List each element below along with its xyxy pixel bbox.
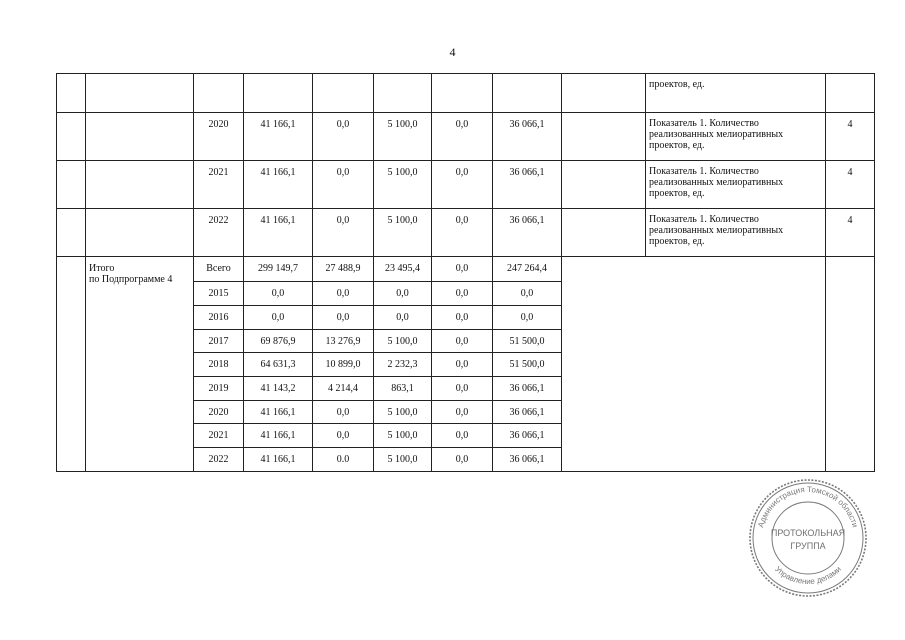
value-cell: 36 066,1 [493, 113, 562, 161]
value-cell: 36 066,1 [493, 377, 562, 401]
value-cell: 51 500,0 [493, 353, 562, 377]
value-cell: 41 143,2 [244, 377, 313, 401]
value-cell: 0,0 [374, 306, 432, 330]
value-cell: 5 100,0 [374, 448, 432, 472]
empty-cell [826, 257, 875, 472]
stamp-seal [748, 478, 868, 598]
value-cell: 5 100,0 [374, 330, 432, 353]
value-cell: 2 232,3 [374, 353, 432, 377]
empty-cell [432, 74, 493, 113]
year-cell: Всего [194, 257, 244, 282]
year-cell: 2020 [194, 401, 244, 424]
indicator-value-cell: 4 [826, 113, 875, 161]
empty-cell [562, 257, 826, 472]
value-cell: 0,0 [374, 282, 432, 306]
value-cell: 0,0 [313, 113, 374, 161]
stamp-center-line1: ПРОТОКОЛЬНАЯ [770, 528, 846, 538]
empty-cell [194, 74, 244, 113]
empty-cell [57, 161, 86, 209]
value-cell: 4 214,4 [313, 377, 374, 401]
year-cell: 2017 [194, 330, 244, 353]
stamp-ring-text-bottom: Управление делами [773, 564, 843, 587]
value-cell: 0,0 [244, 282, 313, 306]
empty-cell [493, 74, 562, 113]
table-row [57, 113, 875, 161]
value-cell: 0,0 [432, 209, 493, 257]
value-cell: 0,0 [432, 330, 493, 353]
year-cell: 2018 [194, 353, 244, 377]
value-cell: 0,0 [313, 401, 374, 424]
indicator-cell: Показатель 1. Количество реализованных мелиоративных проектов, ед. [646, 113, 826, 161]
page-number: 4 [449, 45, 456, 59]
value-cell: 27 488,9 [313, 257, 374, 282]
value-cell: 0,0 [432, 401, 493, 424]
table-row [57, 161, 875, 209]
subprogram-label: Итого по Подпрограмме 4 [86, 257, 194, 472]
value-cell: 36 066,1 [493, 161, 562, 209]
value-cell: 36 066,1 [493, 209, 562, 257]
value-cell: 0,0 [432, 113, 493, 161]
value-cell: 0,0 [313, 424, 374, 448]
empty-cell [57, 209, 86, 257]
year-cell: 2021 [194, 424, 244, 448]
value-cell: 5 100,0 [374, 424, 432, 448]
year-cell: 2016 [194, 306, 244, 330]
value-cell: 5 100,0 [374, 113, 432, 161]
empty-cell [562, 209, 646, 257]
value-cell: 36 066,1 [493, 448, 562, 472]
value-cell: 5 100,0 [374, 209, 432, 257]
value-cell: 0,0 [313, 282, 374, 306]
value-cell: 0,0 [244, 306, 313, 330]
value-cell: 51 500,0 [493, 330, 562, 353]
value-cell: 13 276,9 [313, 330, 374, 353]
value-cell: 0,0 [432, 377, 493, 401]
value-cell: 5 100,0 [374, 401, 432, 424]
value-cell: 0,0 [432, 448, 493, 472]
value-cell: 0,0 [313, 306, 374, 330]
value-cell: 10 899,0 [313, 353, 374, 377]
value-cell: 69 876,9 [244, 330, 313, 353]
value-cell: 0,0 [313, 209, 374, 257]
value-cell: 5 100,0 [374, 161, 432, 209]
value-cell: 0,0 [432, 353, 493, 377]
empty-cell [57, 74, 86, 113]
indicator-cell: проектов, ед. [646, 74, 826, 113]
indicator-cell: Показатель 1. Количество реализованных мелиоративных проектов, ед. [646, 209, 826, 257]
value-cell: 247 264,4 [493, 257, 562, 282]
value-cell: 41 166,1 [244, 113, 313, 161]
empty-cell [86, 209, 194, 257]
value-cell: 0.0 [313, 448, 374, 472]
year-cell: 2022 [194, 448, 244, 472]
empty-cell [57, 257, 86, 472]
empty-cell [562, 161, 646, 209]
empty-cell [562, 74, 646, 113]
value-cell: 0,0 [432, 424, 493, 448]
value-cell: 64 631,3 [244, 353, 313, 377]
empty-cell [57, 113, 86, 161]
empty-cell [86, 161, 194, 209]
value-cell: 41 166,1 [244, 161, 313, 209]
value-cell: 0,0 [432, 282, 493, 306]
indicator-value-cell: 4 [826, 209, 875, 257]
empty-cell [562, 113, 646, 161]
table-row [57, 209, 875, 257]
value-cell: 0,0 [432, 257, 493, 282]
year-cell: 2021 [194, 161, 244, 209]
value-cell: 41 166,1 [244, 401, 313, 424]
year-cell: 2020 [194, 113, 244, 161]
svg-text:Администрация Томской области [756, 485, 859, 529]
value-cell: 0,0 [493, 282, 562, 306]
empty-cell [826, 74, 875, 113]
empty-cell [374, 74, 432, 113]
stamp-ring-text: Администрация Томской области [756, 484, 860, 529]
value-cell: 0,0 [313, 161, 374, 209]
value-cell: 41 166,1 [244, 448, 313, 472]
svg-text:Управление делами [773, 565, 843, 586]
value-cell: 0,0 [432, 161, 493, 209]
value-cell: 41 166,1 [244, 424, 313, 448]
value-cell: 299 149,7 [244, 257, 313, 282]
indicator-value-cell: 4 [826, 161, 875, 209]
table-row [57, 257, 875, 282]
value-cell: 41 166,1 [244, 209, 313, 257]
empty-cell [313, 74, 374, 113]
table-row [57, 74, 875, 113]
year-cell: 2019 [194, 377, 244, 401]
subprogram-budget-table [56, 73, 875, 472]
value-cell: 0,0 [432, 306, 493, 330]
value-cell: 23 495,4 [374, 257, 432, 282]
indicator-cell: Показатель 1. Количество реализованных мелиоративных проектов, ед. [646, 161, 826, 209]
value-cell: 36 066,1 [493, 401, 562, 424]
empty-cell [244, 74, 313, 113]
empty-cell [86, 113, 194, 161]
year-cell: 2022 [194, 209, 244, 257]
year-cell: 2015 [194, 282, 244, 306]
value-cell: 36 066,1 [493, 424, 562, 448]
stamp-center-line2: ГРУППА [790, 541, 826, 551]
value-cell: 0,0 [493, 306, 562, 330]
empty-cell [86, 74, 194, 113]
value-cell: 863,1 [374, 377, 432, 401]
